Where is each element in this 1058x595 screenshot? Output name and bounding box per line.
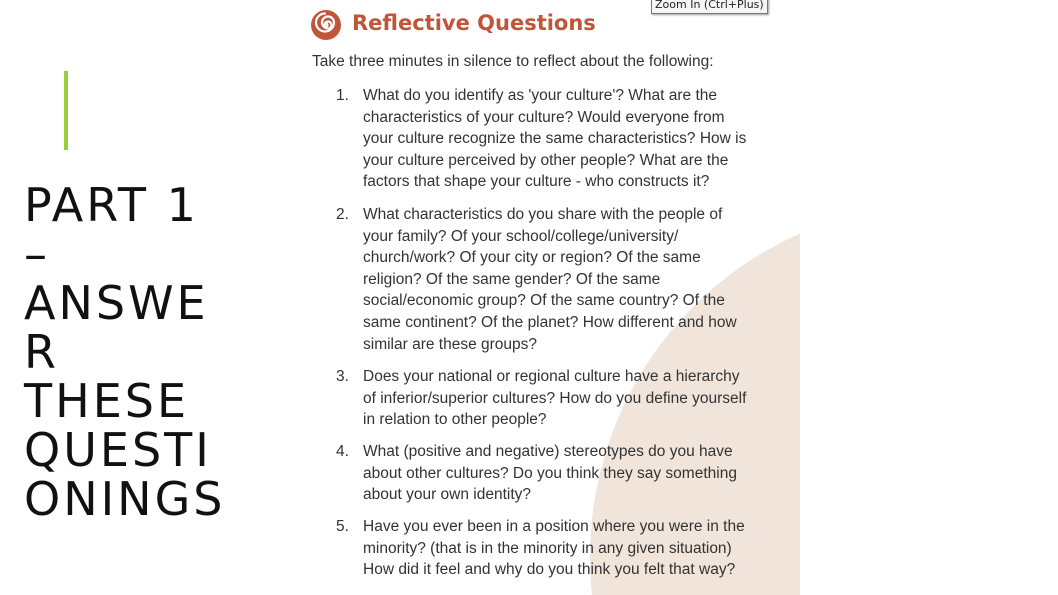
question-line: in relation to other people?	[363, 411, 547, 429]
question-line: factors that shape your culture - who constructs it?	[363, 173, 710, 191]
document-image	[300, 0, 800, 595]
slide-title-line: ANSWE	[24, 275, 209, 330]
question-line: Does your national or regional culture have a hierarchy	[363, 368, 740, 385]
slide-title-line: ONINGS	[24, 471, 226, 526]
title-accent-bar	[64, 71, 68, 150]
slide-title	[24, 177, 264, 526]
slide-title-line: QUESTI	[24, 422, 212, 477]
question-line: social/economic group? Of the same country? Of the	[363, 292, 725, 310]
question-line: your culture perceived by other people? What are the	[363, 151, 729, 169]
document-intro: Take three minutes in silence to reflect about the following:	[312, 53, 714, 70]
question-line: your culture recognize the same characteristics? How is	[363, 130, 747, 148]
question-number: 1.	[336, 87, 349, 104]
document-heading: Reflective Questions	[352, 11, 596, 35]
question-line: same continent? Of the planet? How different and how	[363, 314, 737, 331]
question-number: 3.	[336, 368, 349, 385]
question-line: minority? (that is in the minority in any given situation)	[363, 539, 732, 557]
question-number: 4.	[336, 443, 349, 460]
question-line: similar are these groups?	[363, 335, 538, 353]
question-line: How did it feel and why do you think you felt that way?	[363, 561, 736, 579]
question-number: 5.	[336, 518, 349, 535]
slide-title-line: –	[24, 226, 50, 281]
question-line: Have you ever been in a position where you were in the	[363, 518, 745, 535]
question-line: about your own identity?	[363, 486, 532, 504]
question-line: religion? Of the same gender? Of the same	[363, 270, 661, 288]
spiral-icon	[310, 9, 342, 41]
question-line: What do you identify as 'your culture'? What are the	[363, 87, 717, 104]
question-line: of inferior/superior cultures? How do you define yourself	[363, 389, 747, 407]
slide-title-line: R	[24, 324, 59, 379]
question-line: characteristics of your culture? Would everyone from	[363, 108, 725, 126]
zoom-tooltip: Zoom In (Ctrl+Plus)	[651, 0, 768, 14]
question-number: 2.	[336, 206, 349, 223]
question-line: What (positive and negative) stereotypes do you have	[363, 443, 733, 460]
question-line: your family? Of your school/college/university/	[363, 227, 679, 245]
slide-title-line: PART 1	[24, 177, 199, 232]
slide-title-line: THESE	[24, 373, 190, 428]
question-line: church/work? Of your city or region? Of the same	[363, 249, 701, 267]
question-line: What characteristics do you share with the people of	[363, 206, 723, 223]
question-line: about other cultures? Do you think they say something	[363, 464, 737, 482]
